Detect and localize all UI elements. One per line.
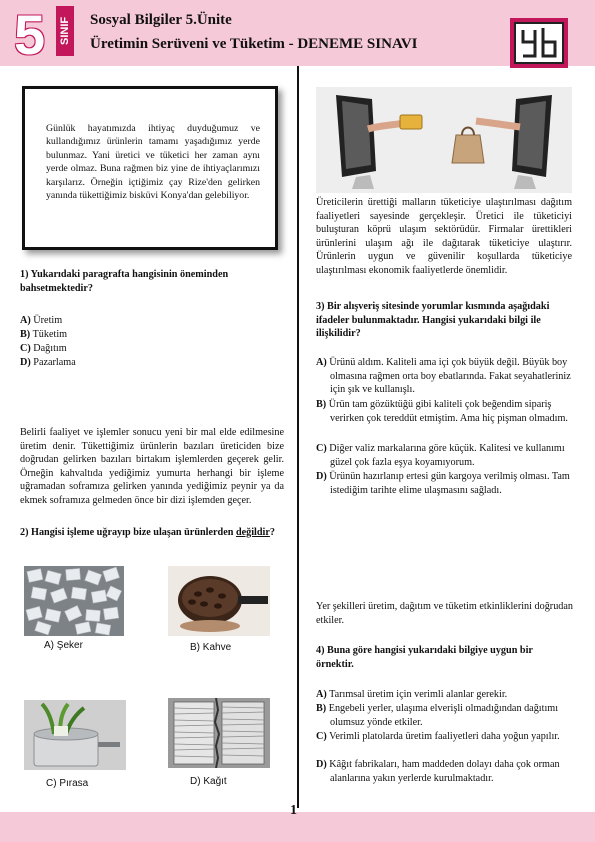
- footer-band: [0, 812, 595, 842]
- q3-option-b[interactable]: B) Ürün tam gözüktüğü gibi kaliteli çok beğendim sipariş verirken çok tereddüt etmiştim. Ama hiç pişman olmadım.: [316, 399, 568, 424]
- q2-passage: Belirli faaliyet ve işlemler sonucu yeni bir mal elde edilmesine üretim denir. Tükettiğimiz ürünlerin bazıları üreticiden bize doğrudan gelirken bazıları birtakım işlemlerden geçerek gelir. Örneğin kahvaltıda yediğimiz yumurta herhangi bir işleme uğramadan soframıza gelirken yanında yediğimiz peynir ya da ekmek soframıza gelmeden önce bir dizi işlemden geçer.: [20, 427, 284, 506]
- q3-option-a[interactable]: A) Ürünü aldım. Kaliteli ama içi çok büyük değil. Büyük boy olmasına rağmen orta boy ebatlarında. Fakat seyahatleriniz için şık ve kullanışlı.: [316, 357, 571, 396]
- coffee-image[interactable]: [168, 566, 270, 636]
- quote-text: Günlük hayatımızda ihtiyaç duyduğumuz ve kullandığımız ürünlerin tamamı yaşadığımız yerde bulunmaz. Yani üretici ve tüketici her zaman aynı yerde olmaz. Buna rağmen biz yine de ihtiyaçlarımızı karşılarız. Örneğin içtiğimiz çay Rize'den gelirken yanında tükettiğimiz bisküvi Konya'dan gelebiliyor.: [46, 123, 260, 202]
- q1-option-b[interactable]: B) Tüketim: [20, 329, 68, 340]
- q1-option-a[interactable]: A) Üretim: [20, 315, 63, 326]
- q4-passage: Yer şekilleri üretim, dağıtım ve tüketim etkinliklerini doğrudan etkiler.: [316, 601, 573, 626]
- q4-option-b[interactable]: B) Engebeli yerler, ulaşıma elverişli olmadığından dağıtımı olumsuz yönde etkiler.: [316, 703, 559, 728]
- question-1: 1) Yukarıdaki paragrafta hangisinin öneminden bahsetmektedir?: [20, 269, 229, 294]
- q4-option-a[interactable]: A) Tarımsal üretim için verimli alanlar gerekir.: [316, 689, 508, 700]
- online-shopping-image[interactable]: [316, 87, 572, 193]
- question-4: 4) Buna göre hangisi yukarıdaki bilgiye uygun bir örnektir.: [316, 645, 533, 670]
- q3-option-c[interactable]: C) Diğer valiz markalarına göre küçük. Kalitesi ve kullanımı güzel çok fazla eşya koyamıyorum.: [316, 443, 565, 468]
- q2-option-d[interactable]: D) Kağıt: [190, 776, 227, 787]
- q1-option-c[interactable]: C) Dağıtım: [20, 343, 67, 354]
- q2-option-b[interactable]: B) Kahve: [190, 642, 232, 653]
- column-divider: [297, 66, 299, 808]
- q4-option-c[interactable]: C) Verimli platolarda üretim faaliyetleri daha yoğun yapılır.: [316, 731, 560, 742]
- grade-tag: SINIF: [56, 6, 74, 56]
- page-number: 1: [290, 803, 297, 818]
- question-3: 3) Bir alışveriş sitesinde yorumlar kısmında aşağıdaki ifadeler bulunmaktadır. Hangisi yukarıdaki bilgi ile ilişkilidir?: [316, 301, 550, 340]
- exam-title: Üretimin Serüveni ve Tüketim - DENEME SINAVI: [90, 36, 418, 52]
- q2-option-a[interactable]: A) Şeker: [44, 640, 83, 651]
- q1-option-d[interactable]: D) Pazarlama: [20, 357, 76, 368]
- grade-number: 5: [14, 3, 46, 66]
- yb-logo-icon: [519, 26, 559, 60]
- header-band: [0, 0, 595, 66]
- q2-option-c[interactable]: C) Pırasa: [46, 778, 89, 789]
- q3-option-d[interactable]: D) Ürünün hazırlanıp ertesi gün kargoya verilmiş olması. Tam istediğim tarihte elime ulaşmasını sağladı.: [316, 471, 570, 496]
- publisher-logo: [510, 18, 568, 68]
- question-2: 2) Hangisi işleme uğrayıp bize ulaşan ürünlerden değildir?: [20, 527, 275, 538]
- q4-option-d[interactable]: D) Kâğıt fabrikaları, ham maddeden dolayı daha çok orman alanlarına yakın yerlerde kurulmaktadır.: [316, 759, 560, 784]
- subject-title: Sosyal Bilgiler 5.Ünite: [90, 12, 232, 28]
- paper-image[interactable]: [168, 698, 270, 768]
- leek-image[interactable]: [24, 700, 126, 770]
- sugar-cubes-image[interactable]: [24, 566, 124, 636]
- q3-passage: Üreticilerin ürettiği malların tüketiciye ulaştırılması dağıtım faaliyetleri sayesinde gerçekleşir. Üretici ile tüketiciyi buluşturan köprü ulaşım sektörüdür. Firmalar ürettikleri ürünlerini ulaşım ağı ile dağıtarak tüketiciye ulaştırır. Ürünlerin uygun ve güvenilir koşullarda tüketiciye ulaştırılması ekonomik faaliyetlerde önemlidir.: [316, 197, 572, 276]
